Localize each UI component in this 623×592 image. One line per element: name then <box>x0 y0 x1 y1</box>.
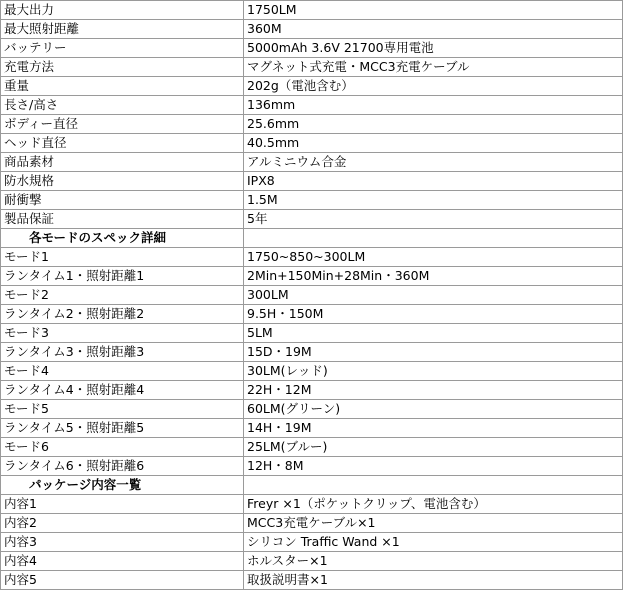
spec-value: 5000mAh 3.6V 21700専用電池 <box>244 39 623 58</box>
mode-value: 15D・19M <box>244 343 623 362</box>
table-row <box>1 20 623 39</box>
mode-label: ランタイム1・照射距離1 <box>1 267 244 286</box>
spec-value: 5年 <box>244 210 623 229</box>
table-row <box>1 115 623 134</box>
table-row <box>1 495 623 514</box>
mode-label: モード4 <box>1 362 244 381</box>
spec-label: ボディー直径 <box>1 115 244 134</box>
spec-label: 耐衝撃 <box>1 191 244 210</box>
table-row <box>1 552 623 571</box>
spec-label: ヘッド直径 <box>1 134 244 153</box>
mode-value: 9.5H・150M <box>244 305 623 324</box>
spec-value: 136mm <box>244 96 623 115</box>
mode-label: ランタイム6・照射距離6 <box>1 457 244 476</box>
spec-label: 充電方法 <box>1 58 244 77</box>
table-row <box>1 210 623 229</box>
spec-label: 防水規格 <box>1 172 244 191</box>
mode-value: 14H・19M <box>244 419 623 438</box>
table-row <box>1 381 623 400</box>
package-label: 内容3 <box>1 533 244 552</box>
package-section-header <box>1 476 623 495</box>
table-row <box>1 191 623 210</box>
spec-value: IPX8 <box>244 172 623 191</box>
section-title: パッケージ内容一覧 <box>1 476 244 495</box>
package-value: ホルスター×1 <box>244 552 623 571</box>
spec-value: 1750LM <box>244 1 623 20</box>
spec-label: バッテリー <box>1 39 244 58</box>
section-title: 各モードのスペック詳細 <box>1 229 244 248</box>
table-row <box>1 58 623 77</box>
spec-label: 最大照射距離 <box>1 20 244 39</box>
table-row <box>1 134 623 153</box>
package-value: Freyr ×1（ポケットクリップ、電池含む） <box>244 495 623 514</box>
table-row <box>1 514 623 533</box>
table-row <box>1 96 623 115</box>
table-row <box>1 419 623 438</box>
mode-label: ランタイム4・照射距離4 <box>1 381 244 400</box>
section-empty-cell <box>244 229 623 248</box>
mode-section-header <box>1 229 623 248</box>
table-row <box>1 400 623 419</box>
mode-label: モード1 <box>1 248 244 267</box>
mode-value: 60LM(グリーン) <box>244 400 623 419</box>
package-label: 内容1 <box>1 495 244 514</box>
table-row <box>1 286 623 305</box>
table-row <box>1 77 623 96</box>
package-label: 内容4 <box>1 552 244 571</box>
spec-value: 25.6mm <box>244 115 623 134</box>
mode-label: モード6 <box>1 438 244 457</box>
table-row <box>1 457 623 476</box>
table-row <box>1 39 623 58</box>
spec-value: 1.5M <box>244 191 623 210</box>
mode-value: 22H・12M <box>244 381 623 400</box>
mode-value: 30LM(レッド) <box>244 362 623 381</box>
package-label: 内容2 <box>1 514 244 533</box>
spec-value: アルミニウム合金 <box>244 153 623 172</box>
spec-label: 製品保証 <box>1 210 244 229</box>
package-label: 内容5 <box>1 571 244 590</box>
mode-label: ランタイム2・照射距離2 <box>1 305 244 324</box>
table-row <box>1 248 623 267</box>
table-row <box>1 343 623 362</box>
table-row <box>1 571 623 590</box>
mode-value: 1750~850~300LM <box>244 248 623 267</box>
mode-label: ランタイム3・照射距離3 <box>1 343 244 362</box>
package-value: 取扱説明書×1 <box>244 571 623 590</box>
mode-value: 2Min+150Min+28Min・360M <box>244 267 623 286</box>
mode-value: 25LM(ブルー) <box>244 438 623 457</box>
mode-label: モード5 <box>1 400 244 419</box>
spec-value: マグネット式充電・MCC3充電ケーブル <box>244 58 623 77</box>
spec-label: 商品素材 <box>1 153 244 172</box>
spec-label: 重量 <box>1 77 244 96</box>
package-value: MCC3充電ケーブル×1 <box>244 514 623 533</box>
table-row <box>1 324 623 343</box>
table-row <box>1 362 623 381</box>
spec-label: 最大出力 <box>1 1 244 20</box>
package-value: シリコン Traffic Wand ×1 <box>244 533 623 552</box>
section-empty-cell <box>244 476 623 495</box>
spec-label: 長さ/高さ <box>1 96 244 115</box>
table-row <box>1 305 623 324</box>
table-row <box>1 153 623 172</box>
table-row <box>1 172 623 191</box>
table-row <box>1 267 623 286</box>
mode-value: 5LM <box>244 324 623 343</box>
mode-value: 12H・8M <box>244 457 623 476</box>
spec-value: 202g（電池含む） <box>244 77 623 96</box>
table-row <box>1 1 623 20</box>
spec-value: 360M <box>244 20 623 39</box>
table-row <box>1 438 623 457</box>
spec-value: 40.5mm <box>244 134 623 153</box>
table-row <box>1 533 623 552</box>
mode-label: ランタイム5・照射距離5 <box>1 419 244 438</box>
mode-label: モード3 <box>1 324 244 343</box>
mode-label: モード2 <box>1 286 244 305</box>
mode-value: 300LM <box>244 286 623 305</box>
